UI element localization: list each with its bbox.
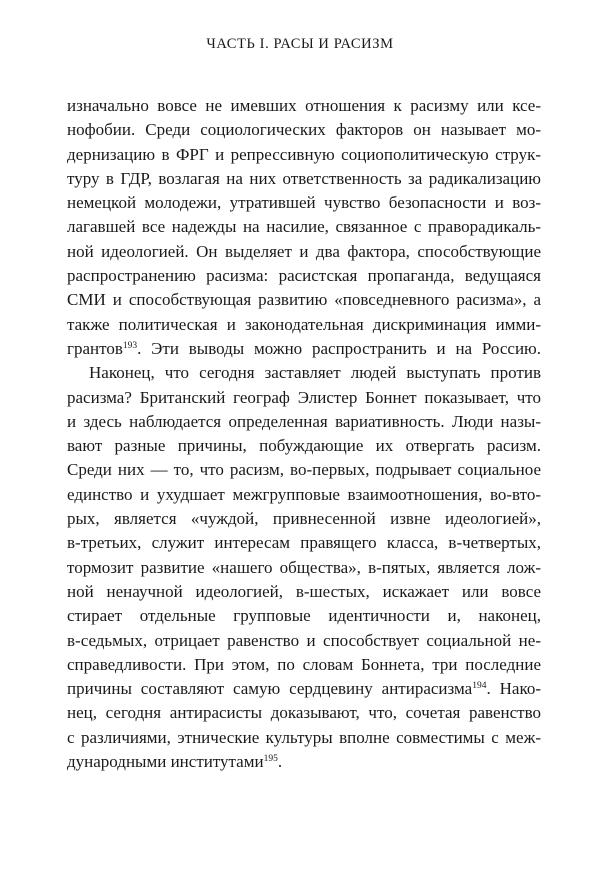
paragraph-2 [67,361,541,774]
text-line: нец, сегодня антирасисты доказывают, что, сочетая равенство [67,703,541,723]
text-line: в-седьмых, отрицает равенство и способствует социальной не- [67,630,541,650]
footnote-marker: 194 [472,681,487,692]
running-head-title: РАСЫ И РАСИЗМ [273,36,394,52]
text-fragment: грантов [67,338,123,358]
text-line: стирает отдельные групповые идентичности и, наконец, [67,606,541,626]
text-line: также политическая и законодательная дискриминация имми- [67,314,541,334]
text-line: изначально вовсе не имевших отношения к расизму или ксе- [67,96,541,115]
text-fragment: . [277,752,283,772]
text-line: дернизацию в ФРГ и репрессивную социополитическую струк- [67,144,541,164]
text-line: ной ненаучной идеологией, в-шестых, искажает или вовсе [67,581,541,601]
text-line: расизма? Британский географ Элистер Боннет показывает, что [67,387,541,407]
text-line: туру в ГДР, возлагая на них ответственность за радикализацию [67,168,541,188]
text-line: ной идеологией. Он выделяет и два фактора, способствующие [67,241,541,261]
text-line: лагавшей все надежды на насилие, связанное с праворадикаль- [67,217,541,237]
text-line: единство и ухудшает межгрупповые взаимоотношения, во-вто- [67,484,541,504]
text-line: Среди них — то, что расизм, во-первых, подрывает социальное [67,460,541,480]
text-line: рых, является «чуждой, привнесенной извне идеологией», [67,509,541,529]
text-line [67,337,541,361]
text-line: вают разные причины, побуждающие их отвергать расизм. [67,436,541,456]
text-line: Наконец, что сегодня заставляет людей выступать против [89,363,541,383]
text-fragment: . Нако- [486,679,541,699]
body-text [67,94,541,774]
text-line: распространению расизма: расистская пропаганда, ведущаяся [67,266,541,286]
footnote-marker: 195 [263,754,278,765]
text-line [67,677,541,701]
text-line: тормозит развитие «нашего общества», в-пятых, является лож- [67,557,541,577]
text-fragment: причины составляют самую сердцевину антирасизма [67,679,473,699]
text-line: и здесь наблюдается определенная вариативность. Люди назы- [67,411,541,431]
text-line [67,750,541,774]
text-line: нофобии. Среди социологических факторов он называет мо- [67,120,541,140]
paragraph-1 [67,94,541,361]
text-line: с различиями, этнические культуры вполне совместимы с меж- [67,727,541,747]
footnote-marker: 193 [122,340,138,351]
text-line: в-третьих, служит интересам правящего класса, в-четвертых, [67,533,541,553]
text-line: немецкой молодежи, утратившей чувство безопасности и воз- [67,193,541,213]
text-fragment: дународными институтами [67,752,264,772]
text-fragment: . Эти выводы можно распространить и на Россию. [137,338,541,358]
text-line: СМИ и способствующая развитию «повседневного расизма», а [67,290,541,310]
running-head-part: ЧАСТЬ I. [206,36,270,52]
text-line: справедливости. При этом, по словам Боннета, три последние [67,654,541,674]
running-head [0,36,600,53]
